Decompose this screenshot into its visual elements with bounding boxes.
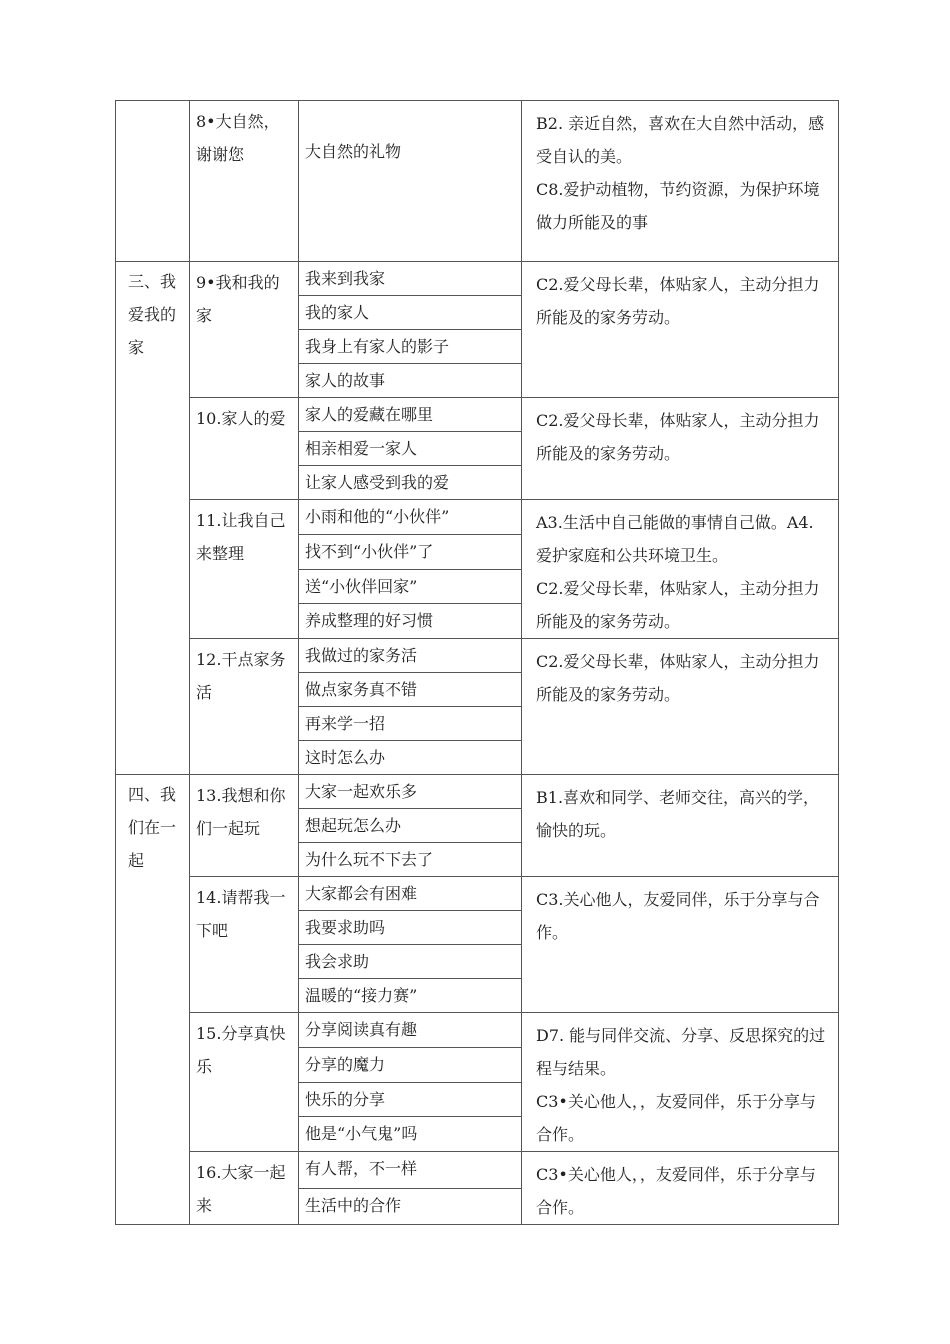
goal-cell bbox=[522, 500, 839, 639]
goal-cell bbox=[522, 1013, 839, 1152]
goal-cell bbox=[522, 775, 839, 877]
topic: 大自然的礼物 bbox=[305, 142, 402, 161]
topic: 我的家人 bbox=[299, 296, 521, 330]
topic: 相亲相爱一家人 bbox=[299, 432, 521, 466]
table-row bbox=[116, 1013, 839, 1152]
topic: 温暖的“接力赛” bbox=[305, 986, 418, 1005]
lesson-title: 14.请帮我一下吧 bbox=[196, 888, 286, 940]
topic: 做点家务真不错 bbox=[299, 673, 521, 707]
lesson-cell bbox=[190, 1013, 299, 1152]
topic: 找不到“小伙伴”了 bbox=[299, 535, 521, 570]
lesson-title: 10.家人的爱 bbox=[196, 409, 286, 428]
table-row bbox=[116, 877, 839, 1013]
topics-cell bbox=[299, 877, 522, 1013]
goal-text: C2.爱父母长辈，体贴家人，主动分担力所能及的家务劳动。 bbox=[536, 411, 820, 463]
goal-text: D7. 能与同伴交流、分享、反思探究的过程与结果。 bbox=[536, 1026, 826, 1078]
topic: 我会求助 bbox=[299, 945, 521, 979]
goal-text: C2.爱父母长辈，体贴家人，主动分担力所能及的家务劳动。 bbox=[536, 275, 820, 327]
topics-cell bbox=[299, 500, 522, 639]
topic: 养成整理的好习惯 bbox=[305, 611, 434, 631]
topics-cell bbox=[299, 775, 522, 877]
goal-text: A3.生活中自己能做的事情自己做。A4. 爱护家庭和公共环境卫生。 bbox=[536, 513, 814, 565]
curriculum-table bbox=[115, 100, 839, 1225]
table-row bbox=[116, 262, 839, 398]
goal-cell bbox=[522, 262, 839, 398]
topics-cell bbox=[299, 1152, 522, 1225]
goal-cell bbox=[522, 1152, 839, 1225]
topic: 让家人感受到我的爱 bbox=[305, 473, 450, 492]
table-row bbox=[116, 775, 839, 877]
lesson-title: 12.干点家务活 bbox=[196, 650, 286, 702]
topics-cell bbox=[299, 262, 522, 398]
lesson-cell bbox=[190, 877, 299, 1013]
goal-cell bbox=[522, 877, 839, 1013]
topics-cell bbox=[299, 1013, 522, 1152]
topic: 家人的爱藏在哪里 bbox=[299, 398, 521, 432]
topic: 我来到我家 bbox=[299, 262, 521, 296]
lesson-title: 11.让我自己来整理 bbox=[196, 511, 286, 563]
lesson-cell bbox=[190, 500, 299, 639]
lesson-title: 16.大家一起来 bbox=[196, 1163, 286, 1215]
lesson-cell bbox=[190, 262, 299, 398]
topics-cell bbox=[299, 639, 522, 775]
topic: 有人帮，不一样 bbox=[299, 1152, 521, 1189]
topic: 再来学一招 bbox=[299, 707, 521, 741]
topic: 快乐的分享 bbox=[299, 1083, 521, 1118]
lesson-title: 9•我和我的家 bbox=[196, 273, 280, 325]
unit-cell bbox=[116, 101, 190, 262]
goal-text: B2. 亲近自然，喜欢在大自然中活动，感受自认的美。 bbox=[536, 114, 825, 166]
table-row bbox=[116, 639, 839, 775]
topic: 小雨和他的“小伙伴” bbox=[299, 500, 521, 535]
goal-text: C2.爱父母长辈，体贴家人，主动分担力所能及的家务劳动。 bbox=[536, 579, 820, 631]
unit-cell bbox=[116, 775, 190, 1225]
topic: 大家一起欢乐多 bbox=[299, 775, 521, 809]
topic: 这时怎么办 bbox=[305, 748, 386, 767]
topic: 我做过的家务活 bbox=[299, 639, 521, 673]
topic: 我身上有家人的影子 bbox=[299, 330, 521, 364]
goal-text: B1.喜欢和同学、老师交往，高兴的学，愉快的玩。 bbox=[536, 788, 820, 840]
topic: 他是“小气鬼”吗 bbox=[305, 1124, 418, 1144]
goal-cell bbox=[522, 398, 839, 500]
topic: 分享的魔力 bbox=[299, 1048, 521, 1083]
lesson-cell bbox=[190, 639, 299, 775]
topic: 分享阅读真有趣 bbox=[299, 1013, 521, 1048]
lesson-title: 15.分享真快乐 bbox=[196, 1024, 286, 1076]
unit-title: 三、我爱我的家 bbox=[128, 272, 177, 357]
lesson-title: 13.我想和你们一起玩 bbox=[196, 786, 286, 838]
table-row bbox=[116, 398, 839, 500]
lesson-cell bbox=[190, 1152, 299, 1225]
goal-text: C3•关心他人，，友爱同伴，乐于分享与合作。 bbox=[536, 1092, 816, 1144]
table-row bbox=[116, 1152, 839, 1225]
unit-title: 四、我们在一起 bbox=[128, 785, 177, 870]
goal-cell bbox=[522, 639, 839, 775]
topic: 为什么玩不下去了 bbox=[305, 850, 434, 869]
lesson-cell bbox=[190, 101, 299, 262]
unit-cell bbox=[116, 262, 190, 775]
goal-cell bbox=[522, 101, 839, 262]
topics-cell bbox=[299, 398, 522, 500]
goal-text: C2.爱父母长辈，体贴家人，主动分担力所能及的家务劳动。 bbox=[536, 652, 820, 704]
topic: 想起玩怎么办 bbox=[299, 809, 521, 843]
goal-text: C8.爱护动植物，节约资源，为保护环境做力所能及的事 bbox=[536, 180, 820, 232]
topic: 家人的故事 bbox=[305, 371, 386, 390]
topic: 大家都会有困难 bbox=[299, 877, 521, 911]
topic: 生活中的合作 bbox=[305, 1195, 402, 1215]
lesson-cell bbox=[190, 775, 299, 877]
lesson-title: 8•大自然，谢谢您 bbox=[196, 112, 280, 164]
goal-text: C3•关心他人，，友爱同伴，乐于分享与合作。 bbox=[536, 1165, 816, 1217]
topics-cell bbox=[299, 101, 522, 262]
table-row bbox=[116, 101, 839, 262]
lesson-cell bbox=[190, 398, 299, 500]
topic: 送“小伙伴回家” bbox=[299, 570, 521, 605]
goal-text: C3.关心他人，友爱同伴，乐于分享与合作。 bbox=[536, 890, 820, 942]
topic: 我要求助吗 bbox=[299, 911, 521, 945]
table-row bbox=[116, 500, 839, 639]
